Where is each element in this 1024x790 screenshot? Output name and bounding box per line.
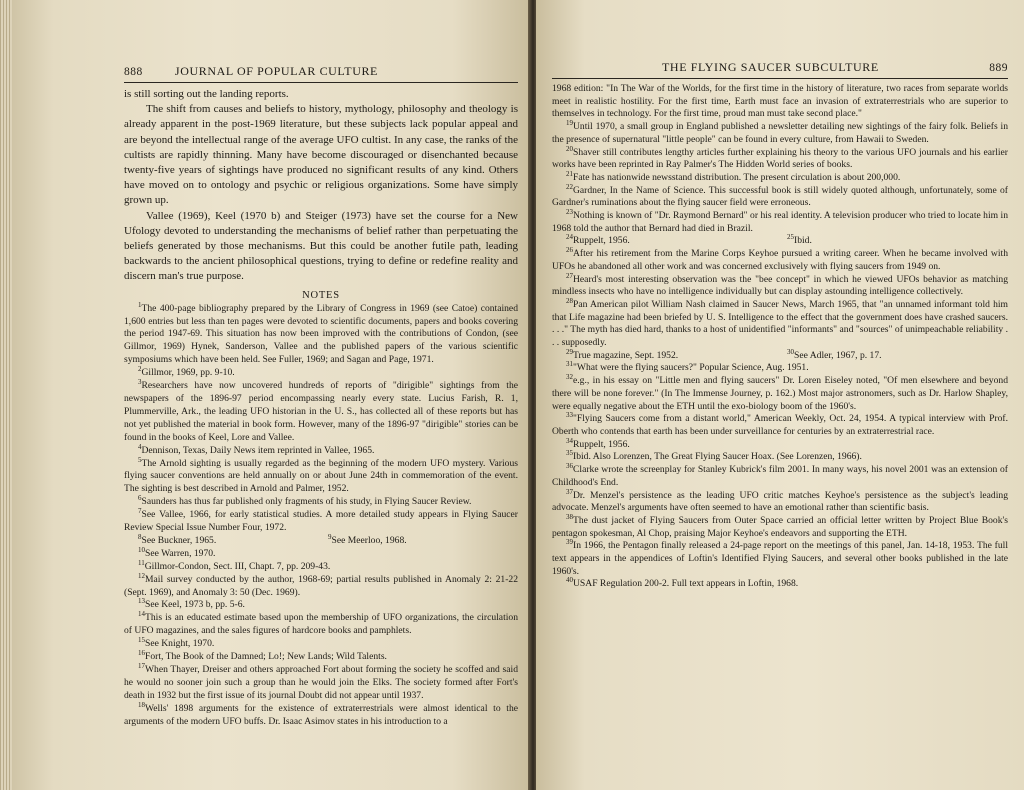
note-item: $^5$The Arnold sighting is usually regarded as the beginning of the modern UFO mystery. Various flying saucer conventions are held annually on or about June 24th in commemoration of the event. The sighting is best described in Arnold and Palmer, 1952. (124, 455, 518, 495)
right-page (536, 0, 1024, 790)
note-item: $^{39}$In 1966, the Pentagon finally released a 24-page report on the meetings of this panel, Jan. 14-18, 1953. The full text appears in the appendices of Loftin's Identified Flying Saucers, and several other books published in the late 1960's. (552, 538, 1008, 577)
right-running-head (552, 60, 1008, 79)
left-running-head (124, 64, 518, 83)
note-item: $^{28}$Pan American pilot William Nash claimed in Saucer News, March 1965, that "an unnamed informant told him that Life magazine had been briefed by U. S. Intelligence to the effect that the government does have crashed saucers. . . ." The myth has died hard, thanks to a host of unidentified "informants" and "sources" of unimpeachable reliability . . . supposedly. (552, 296, 1008, 349)
note-item: $^{27}$Heard's most interesting observation was the "bee concept" in which he viewed UFOs behavior as matching mindless insects who have no intelligence individually but can display astounding intelligence collectively. (552, 271, 1008, 298)
note-item: $^{31}$"What were the flying saucers?" Popular Science, Aug. 1951. (566, 360, 809, 374)
note-item: $^{21}$Fate has nationwide newsstand distribution. The present circulation is about 200,000. (566, 169, 901, 183)
right-notes-list (552, 83, 1008, 591)
note-item: $^{15}$See Knight, 1970. (138, 636, 215, 650)
note-item: $^{11}$Gillmor-Condon, Sect. III, Chapt. 7, pp. 209-43. (138, 558, 331, 572)
left-page-number: 888 (124, 66, 143, 78)
note-item: $^4$Dennison, Texas, Daily News item reprinted in Vallee, 1965. (138, 442, 375, 456)
note-item: $^{16}$Fort, The Book of the Damned; Lo!; New Lands; Wild Talents. (138, 648, 387, 663)
note-item: $^7$See Vallee, 1966, for early statistical studies. A more detailed study appears in Flying Saucer Review Special Issue Number Four, 1972. (124, 506, 518, 534)
note-item: $^3$Researchers have now uncovered hundreds of reports of "dirigible" sightings from the newspapers of the 1896-97 period encompassing nearly every state. Lucius Farish, R. 1, Plummerville, Ark., the leading UFO historian in the U. S., has collected all of these reports but has not yet published the material in book form. However, many of the 1896-97 "dirigible" stories can be found in the books of Keel, Lore and Vallee. (124, 377, 518, 443)
note-item: $^{34}$Ruppelt, 1956. (566, 436, 630, 450)
note-continuation: 1968 edition: "In The War of the Worlds, for the first time in the history of literature, two races from separate worlds meet in realistic hostility. For the first time, Earth must face an invasion of extraterrestrials who are superior to themselves in technology. For the first time, proud man must take second place." (552, 83, 1008, 120)
body-paragraph: is still sorting out the landing reports. (124, 88, 289, 100)
note-item: $^{12}$Mail survey conducted by the author, 1968-69; partial results published in Anomaly 2: 21-22 (Sept. 1969), and Anomaly 3: 50 (Dec. 1969). (124, 571, 518, 598)
note-item: $^{10}$See Warren, 1970. (138, 545, 216, 559)
notes-heading: NOTES (302, 289, 340, 301)
right-running-title: THE FLYING SAUCER SUBCULTURE (662, 60, 879, 74)
note-item: $^{33}$"Flying Saucers come from a distant world," American Weekly, Oct. 24, 1954. A typical interview with Prof. Oberth who contends that earth has been under surveillance for centuries by an extraterrestrial race. (552, 411, 1008, 437)
note-item: $^{14}$This is an educated estimate based upon the membership of UFO organizations, the circulation of UFO magazines, and the sales figures of hardcore books and pamphlets. (124, 610, 518, 637)
note-item-pair: $^{29}$True magazine, Sept. 1952. $^{30}$See Adler, 1967, p. 17. (566, 347, 882, 361)
left-notes-list (124, 300, 518, 729)
note-item: $^{17}$When Thayer, Dreiser and others approached Fort about forming the society he scoffed and said he would no sooner join such a group than he would join the Elks. The society formed after Fort's death in 1932 but the first issue of its journal Doubt did not appear until 1937. (124, 661, 518, 701)
body-paragraph: The shift from causes and beliefs to history, mythology, philosophy and theology is already apparent in the post-1969 literature, but these subjects lack popular appeal and are beyond the intellectual range of the average UFO cultist. In any case, the ranks of the cultists are rapidly thinning. Many have become discouraged or disenchanted because twenty-five years of sightings have produced no significant results of any kind. Others have moved on to ontology and psychic or religious organizations. Some have simply grown up. (124, 103, 518, 207)
note-item: $^{36}$Clarke wrote the screenplay for Stanley Kubrick's film 2001. In many ways, his novel 2001 was an extension of Childhood's End. (552, 461, 1008, 488)
note-item: $^{32}$e.g., in his essay on "Little men and flying saucers" Dr. Loren Eiseley noted, "Of men elsewhere and beyond there will be none forever." (In The Immense Journey, p. 162.) Most major astronomers, such as Dr. Harlow Shapley, were equally negative about the ETH until the exo-biology boom of the 1960's. (552, 372, 1008, 412)
left-running-title: JOURNAL OF POPULAR CULTURE (174, 64, 378, 78)
right-page-number: 889 (989, 62, 1008, 74)
note-item-pair: $^8$See Buckner, 1965. $^9$See Meerloo, 1968. (138, 532, 407, 546)
note-item: $^{23}$Nothing is known of "Dr. Raymond Bernard" or his real identity. A television producer who tried to locate him in 1968 told the author that Bernard had died in Brazil. (552, 207, 1008, 234)
body-paragraph: Vallee (1969), Keel (1970 b) and Steiger (1973) have set the course for a New Ufology devoted to understanding the mechanisms of belief rather than perpetuating the beliefs generated by those mechanisms. But this could be another futile path, leading backwards to the ancient philosophical questions, trying to define or redefine reality and discern man's true purpose. (124, 209, 518, 283)
note-item: $^6$Saunders has thus far published only fragments of his study, in Flying Saucer Review. (138, 494, 472, 508)
note-item: $^{38}$The dust jacket of Flying Saucers from Outer Space carried an official letter written by Project Blue Book's pentagon spokesman, Al Chop, praising Major Keyhoe's endeavors and supporting the ETH. (552, 512, 1008, 539)
note-item: $^{37}$Dr. Menzel's persistence as the leading UFO critic matches Keyhoe's persistence as the subject's leading advocate. Menzel's arguments have often seemed to have an emotional rather than scientific basis. (552, 487, 1008, 514)
note-item-pair: $^{24}$Ruppelt, 1956. $^{25}$Ibid. (566, 233, 812, 247)
note-item: $^1$The 400-page bibliography prepared by the Library of Congress in 1969 (see Catoe) contained 1,600 entries but less than ten pages were devoted to scientific documents, papers and books covering the period 1947-69. This situation has now been improved with the contributions of Condon, (see Gillmor, 1969) Hynek, Sanderson, Vallee and the published papers of the various scientific symposiums which have been held. See Fuller, 1969; and Sagan and Page, 1971. (124, 300, 518, 366)
note-item: $^2$Gillmor, 1969, pp. 9-10. (138, 364, 235, 379)
note-item: $^{35}$Ibid. Also Lorenzen, The Great Flying Saucer Hoax. (See Lorenzen, 1966). (566, 449, 862, 463)
note-item: $^{13}$See Keel, 1973 b, pp. 5-6. (138, 597, 245, 611)
note-item: $^{18}$Wells' 1898 arguments for the existence of extraterrestrials were almost identical to the arguments of the modern UFO buffs. Dr. Isaac Asimov states in his introduction to a (124, 700, 518, 727)
note-item: $^{19}$Until 1970, a small group in England published a newsletter detailing new sightings of the fairy folk. Beliefs in the presence of supernatural "little people" can be found in every culture, from Hawaii to Sweden. (552, 118, 1008, 145)
left-body-text (124, 87, 518, 285)
left-page (12, 0, 530, 790)
note-item: $^{40}$USAF Regulation 200-2. Full text appears in Loftin, 1968. (566, 576, 799, 590)
note-item: $^{22}$Gardner, In the Name of Science. This successful book is still widely quoted although, unfortunately, some of Gardner's ruminations about the flying saucer field were erroneous. (552, 182, 1008, 209)
note-item: $^{20}$Shaver still contributes lengthy articles further explaining his theory to the various UFO journals and his earlier works have been reprinted in Ray Palmer's The Hidden World series of books. (552, 144, 1008, 171)
note-item: $^{26}$After his retirement from the Marine Corps Keyhoe pursued a writing career. When he became involved with UFOs he abandoned all other work and was concerned exclusively with flying saucers from 1949 on. (552, 245, 1008, 272)
